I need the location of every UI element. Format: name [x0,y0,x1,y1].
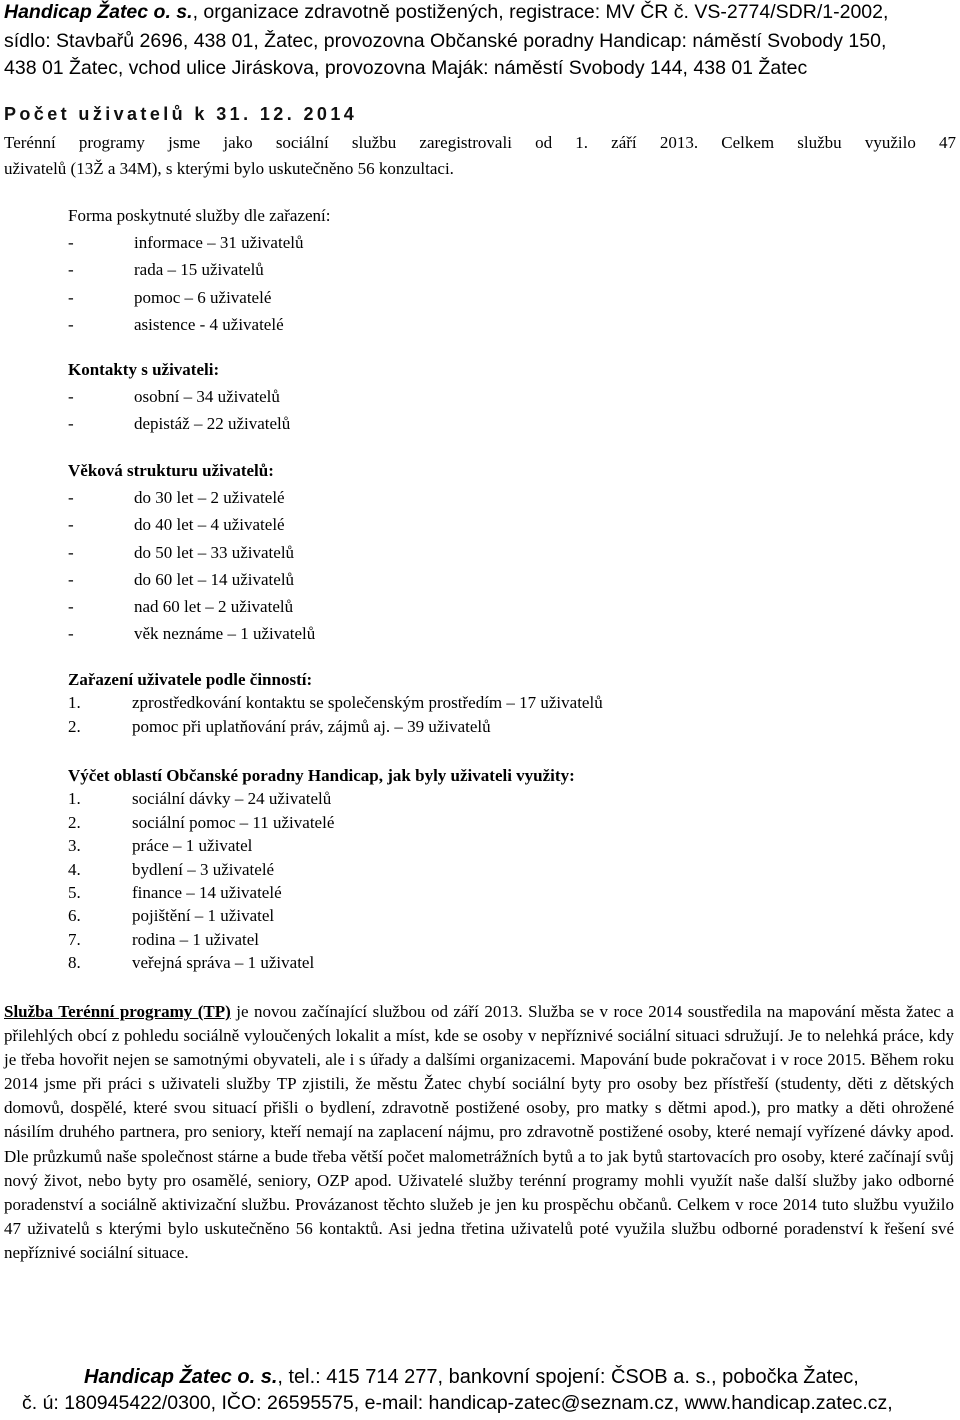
areas-section-item [68,881,575,904]
areas-section-item-marker: 2. [68,812,81,832]
footer-line-1 [84,1366,859,1389]
form-section-item-text: informace – 31 uživatelů [134,233,304,253]
areas-section-item-marker: 8. [68,953,81,973]
areas-section-item-marker: 6. [68,906,81,926]
form-section-item-marker: - [68,287,74,307]
contacts-section [68,356,291,438]
activity-section-item [68,691,603,714]
contacts-section-item-marker: - [68,387,74,407]
areas-section-item-text: bydlení – 3 uživatelé [132,859,275,879]
service-paragraph-lead: Služba Terénní programy (TP) [4,1002,231,1021]
areas-section-item-text: sociální pomoc – 11 uživatelé [132,812,335,832]
areas-section-item-text: finance – 14 uživatelé [132,882,282,902]
age-section-item-marker: - [68,624,74,644]
age-section-item-text: do 40 let – 4 uživatelé [134,515,285,535]
activity-section-item-marker: 2. [68,716,81,736]
contacts-section-item-marker: - [68,414,74,434]
age-section-list [68,484,316,647]
activity-section-list [68,691,603,738]
areas-section-item-marker: 3. [68,836,81,856]
age-section [68,457,316,647]
areas-section-heading: Výčet oblastí Občanské poradny Handicap, jak byly uživateli využity: [68,766,575,785]
form-section-item-marker: - [68,233,74,253]
age-section-item-text: do 30 let – 2 uživatelé [134,488,285,508]
age-section-item-marker: - [68,488,74,508]
contacts-section-item [68,410,291,437]
age-section-item [68,620,316,647]
areas-section-item [68,928,575,951]
age-section-item [68,484,285,511]
intro-paragraph [4,130,956,182]
areas-section-list [68,787,575,974]
service-paragraph-body: je novou začínající službou od září 2013. Služba se v roce 2014 soustředila na mapování města žatec a přilehlých obcí z pohledu sociálně vyloučených lokalit a míst, kde se osoby v nepříznivé sociální situaci sdružují. Je to nelehká práce, kdy je třeba hovořit nejen se samotnými obyvateli, ale i s úřady a dalšími organizacemi. Mapování bude pokračovat i v roce 2015. Během roku 2014 jsme při práci s uživateli služby TP zjistili, že městu Žatec chybí sociální byty pro osoby bez přístřeší (studenty, děti z dětských domovů, dospělé, které svou situací přišli o bydlení, zdravotně postižené osoby, pro matky s dětmi apod.), pro matky a děti ohrožené násilím druhého partnera, pro seniory, kteří nemají na zaplacení nájmu, pro zdravotně postižené osoby, které nemají vyřízené dávky apod. Dle průzkumů naše společnost stárne a bude třeba větší počet malometrážních bytů a to jak bytů startovacích pro osoby, které začínají svůj nový život, nebo byty pro osamělé, seniory, OZP apod. Uživatelé služby terénní programy mohli využít naše další služby jako odborné poradenství a sociálně aktivizační službu. Provázanost těchto služeb je jen ku prospěchu občanů. Celkem v roce 2014 tuto službu využilo 47 uživatelů s kterými bylo uskutečněno 56 kontaktů. Asi jedna třetina uživatelů poté využila službu odborné poradenství k řešení své nepříznivé sociální situace. [4,1002,954,1262]
header-line-3: 438 01 Žatec, vchod ulice Jiráskova, provozovna Maják: náměstí Svobody 144, 438 01 Žatec [4,57,808,79]
service-paragraph [4,1000,954,1265]
count-title: Počet uživatelů k 31. 12. 2014 [4,104,358,124]
areas-section-item-marker: 7. [68,929,81,949]
form-section-item-marker: - [68,314,74,334]
form-section-item [68,256,330,283]
footer-line-2: č. ú: 180945422/0300, IČO: 26595575, e-mail: handicap-zatec@seznam.cz, www.handicap.zatec.cz, [22,1392,893,1414]
areas-section-item [68,858,575,881]
age-section-item-marker: - [68,515,74,535]
areas-section-item-text: pojištění – 1 uživatel [132,906,275,926]
footer-org-name: Handicap Žatec o. s. [84,1366,278,1388]
form-section-heading: Forma poskytnuté služby dle zařazení: [68,206,331,225]
header-line-1 [4,0,956,24]
areas-section-item-text: rodina – 1 uživatel [132,929,259,949]
contacts-section-item-text: osobní – 34 uživatelů [134,387,280,407]
form-section-item-marker: - [68,260,74,280]
form-section-item [68,284,330,311]
form-section [68,202,330,338]
areas-section-item [68,811,575,834]
age-section-item [68,511,285,538]
activity-section-heading: Zařazení uživatele podle činností: [68,670,313,689]
age-section-heading: Věková strukturu uživatelů: [68,461,274,480]
footer-contact: , tel.: 415 714 277, bankovní spojení: ČSOB a. s., pobočka Žatec, [277,1366,859,1388]
contacts-section-list [68,383,291,437]
contacts-section-heading: Kontakty s uživateli: [68,360,220,379]
intro-line-2: uživatelů (13Ž a 34M), s kterými bylo uskutečněno 56 konzultaci. [4,159,454,178]
age-section-item-marker: - [68,569,74,589]
activity-section [68,668,603,738]
activity-section-item-marker: 1. [68,693,81,713]
activity-section-item-text: pomoc při uplatňování práv, zájmů aj. – 39 uživatelů [132,716,491,736]
age-section-item [68,593,294,620]
areas-section-item-text: práce – 1 uživatel [132,836,253,856]
areas-section-item-text: veřejná správa – 1 uživatel [132,953,315,973]
header-registration: , organizace zdravotně postižených, registrace: MV ČR č. VS-2774/SDR/1-2002, [192,1,889,23]
areas-section-item-text: sociální dávky – 24 uživatelů [132,789,332,809]
areas-section-item [68,904,575,927]
form-section-item [68,311,330,338]
age-section-item-marker: - [68,596,74,616]
areas-section-item-marker: 1. [68,789,81,809]
form-section-item-text: asistence - 4 uživatelé [134,314,284,334]
form-section-list [68,229,330,338]
areas-section-item [68,787,575,810]
activity-section-item-text: zprostředkování kontaktu se společenským prostředím – 17 uživatelů [132,693,603,713]
form-section-item-text: pomoc – 6 uživatelé [134,287,272,307]
areas-section-item-marker: 5. [68,882,81,902]
age-section-item [68,539,295,566]
contacts-section-item-text: depistáž – 22 uživatelů [134,414,291,434]
age-section-item-text: do 60 let – 14 uživatelů [134,569,295,589]
form-section-item-text: rada – 15 uživatelů [134,260,264,280]
age-section-item [68,566,295,593]
areas-section-item [68,834,575,857]
contacts-section-item [68,383,280,410]
intro-line-1: Terénní programy jsme jako sociální službu zaregistrovali od 1. září 2013. Celkem službu využilo 47 [4,133,956,152]
areas-section-item-marker: 4. [68,859,81,879]
header-line-2: sídlo: Stavbařů 2696, 438 01, Žatec, provozovna Občanské poradny Handicap: náměstí Svobody 150, [4,30,887,52]
age-section-item-text: věk neznáme – 1 uživatelů [134,624,316,644]
age-section-item-text: nad 60 let – 2 uživatelů [134,596,294,616]
header-org-name: Handicap Žatec o. s. [4,1,193,23]
areas-section-item [68,951,575,974]
areas-section [68,764,575,975]
age-section-item-marker: - [68,542,74,562]
activity-section-item [68,715,491,738]
form-section-item [68,229,330,256]
age-section-item-text: do 50 let – 33 uživatelů [134,542,295,562]
